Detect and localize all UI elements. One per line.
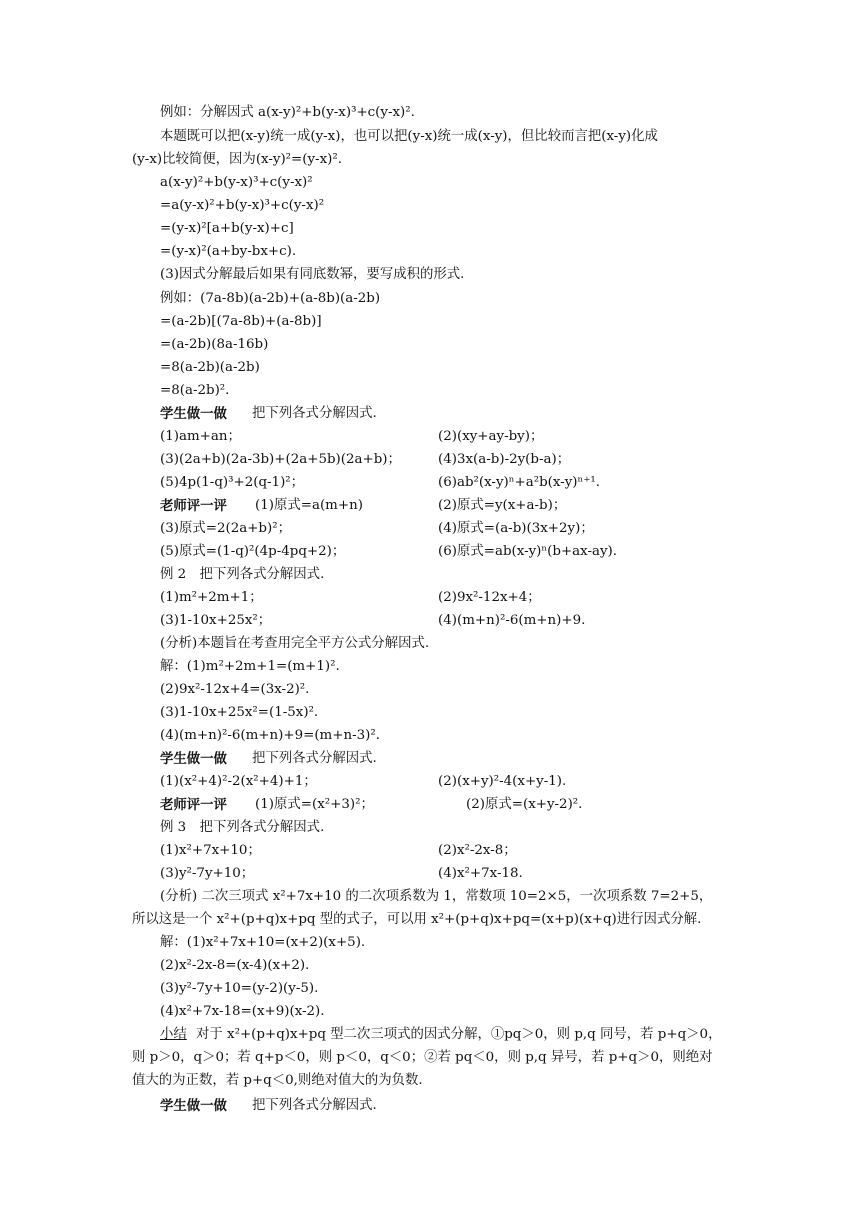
text-line: 解：(1)m²+2m+1=(m+1)². — [160, 659, 340, 674]
text-line: =(y-x)²(a+by-bx+c). — [160, 244, 297, 259]
answer-item: (3)原式=2(2a+b)²； — [160, 521, 291, 536]
exercise-item: (2)(x+y)²-4(x+y-1). — [438, 774, 567, 789]
text-line: (分析) 二次三项式 x²+7x+10 的二次项系数为 1，常数项 10=2×5，一次项系数 7=2+5， — [160, 889, 713, 904]
answer-item: (1)原式=(x²+3)²； — [255, 797, 374, 812]
section-heading: 学生做一做 — [160, 1098, 227, 1114]
text-line: (y-x)比较简便，因为(x-y)²=(y-x)². — [132, 152, 342, 167]
text-line: 把下列各式分解因式. — [252, 1098, 377, 1113]
exercise-item: (3)y²-7y+10； — [160, 866, 255, 881]
example-heading: 例 2 把下列各式分解因式. — [160, 567, 325, 582]
text-line: (4)(m+n)²-6(m+n)+9=(m+n-3)². — [160, 728, 380, 743]
answer-item: (6)原式=ab(x-y)ⁿ(b+ax-ay). — [438, 544, 618, 559]
text-line: (3)y²-7y+10=(y-2)(y-5). — [160, 981, 319, 996]
text-line: (2)x²-2x-8=(x-4)(x+2). — [160, 958, 310, 973]
exercise-item: (3)1-10x+25x²； — [160, 613, 272, 628]
section-heading: 老师评一评 — [160, 498, 227, 514]
exercise-item: (5)4p(1-q)³+2(q-1)²； — [160, 475, 305, 490]
text-line: 则 p＞0，q＞0；若 q+p＜0，则 p＜0，q＜0；②若 pq＜0，则 p,q 异号，若 p+q＞0，则绝对 — [132, 1050, 713, 1065]
text-line: =8(a-2b)(a-2b) — [160, 360, 260, 375]
text-line: =(a-2b)(8a-16b) — [160, 337, 269, 352]
text-line: 把下列各式分解因式. — [252, 751, 377, 766]
text-line: 对于 x²+(p+q)x+pq 型二次三项式的因式分解，①pq＞0，则 p,q 同号，若 p+q＞0， — [196, 1027, 722, 1042]
exercise-item: (4)(m+n)²-6(m+n)+9. — [438, 613, 586, 628]
exercise-item: (2)(xy+ay-by)； — [438, 429, 544, 444]
text-line: =a(y-x)²+b(y-x)³+c(y-x)² — [160, 198, 325, 213]
exercise-item: (1)(x²+4)²-2(x²+4)+1； — [160, 774, 317, 789]
text-line: =(a-2b)[(7a-8b)+(a-8b)] — [160, 314, 322, 329]
text-line: 值大的为正数，若 p+q＜0,则绝对值大的为负数. — [132, 1073, 423, 1088]
exercise-item: (6)ab²(x-y)ⁿ+a²b(x-y)ⁿ⁺¹. — [438, 475, 601, 490]
exercise-item: (4)3x(a-b)-2y(b-a)； — [438, 452, 571, 467]
text-line: a(x-y)²+b(y-x)³+c(y-x)² — [160, 175, 313, 190]
text-line: 把下列各式分解因式. — [252, 406, 377, 421]
answer-item: (2)原式=(x+y-2)². — [466, 797, 583, 812]
text-line: (4)x²+7x-18=(x+9)(x-2). — [160, 1004, 325, 1019]
text-line: 所以这是一个 x²+(p+q)x+pq 型的式子，可以用 x²+(p+q)x+pq=(x+p)(x+q)进行因式分解. — [132, 912, 702, 927]
example-heading: 例 3 把下列各式分解因式. — [160, 820, 325, 835]
section-heading: 学生做一做 — [160, 406, 227, 422]
exercise-item: (4)x²+7x-18. — [438, 866, 523, 881]
answer-item: (5)原式=(1-q)²(4p-4pq+2)； — [160, 544, 346, 559]
exercise-item: (2)9x²-12x+4； — [438, 590, 541, 605]
section-heading: 学生做一做 — [160, 751, 227, 767]
exercise-item: (2)x²-2x-8； — [438, 843, 517, 858]
text-line: (3)因式分解最后如果有同底数幂，要写成积的形式. — [160, 267, 465, 282]
exercise-item: (1)m²+2m+1； — [160, 590, 263, 605]
exercise-item: (1)x²+7x+10； — [160, 843, 261, 858]
text-line: 例如：分解因式 a(x-y)²+b(y-x)³+c(y-x)². — [160, 105, 415, 120]
section-heading: 老师评一评 — [160, 797, 227, 813]
text-line: (3)1-10x+25x²=(1-5x)². — [160, 705, 319, 720]
text-line: 例如：(7a-8b)(a-2b)+(a-8b)(a-2b) — [160, 291, 381, 306]
answer-item: (1)原式=a(m+n) — [255, 498, 363, 513]
answer-item: (2)原式=y(x+a-b)； — [438, 498, 567, 513]
text-line: =(y-x)²[a+b(y-x)+c] — [160, 221, 294, 236]
text-line: 解：(1)x²+7x+10=(x+2)(x+5). — [160, 935, 366, 950]
text-line: (2)9x²-12x+4=(3x-2)². — [160, 682, 310, 697]
answer-item: (4)原式=(a-b)(3x+2y)； — [438, 521, 594, 536]
text-line: =8(a-2b)². — [160, 383, 230, 398]
summary-label: 小结 — [160, 1027, 187, 1042]
exercise-item: (3)(2a+b)(2a-3b)+(2a+5b)(2a+b)； — [160, 452, 401, 467]
exercise-item: (1)am+an； — [160, 429, 241, 444]
text-line: 本题既可以把(x-y)统一成(y-x)，也可以把(y-x)统一成(x-y)，但比较而言把(x-y)化成 — [160, 129, 658, 144]
text-line: (分析)本题旨在考查用完全平方公式分解因式. — [160, 636, 430, 651]
